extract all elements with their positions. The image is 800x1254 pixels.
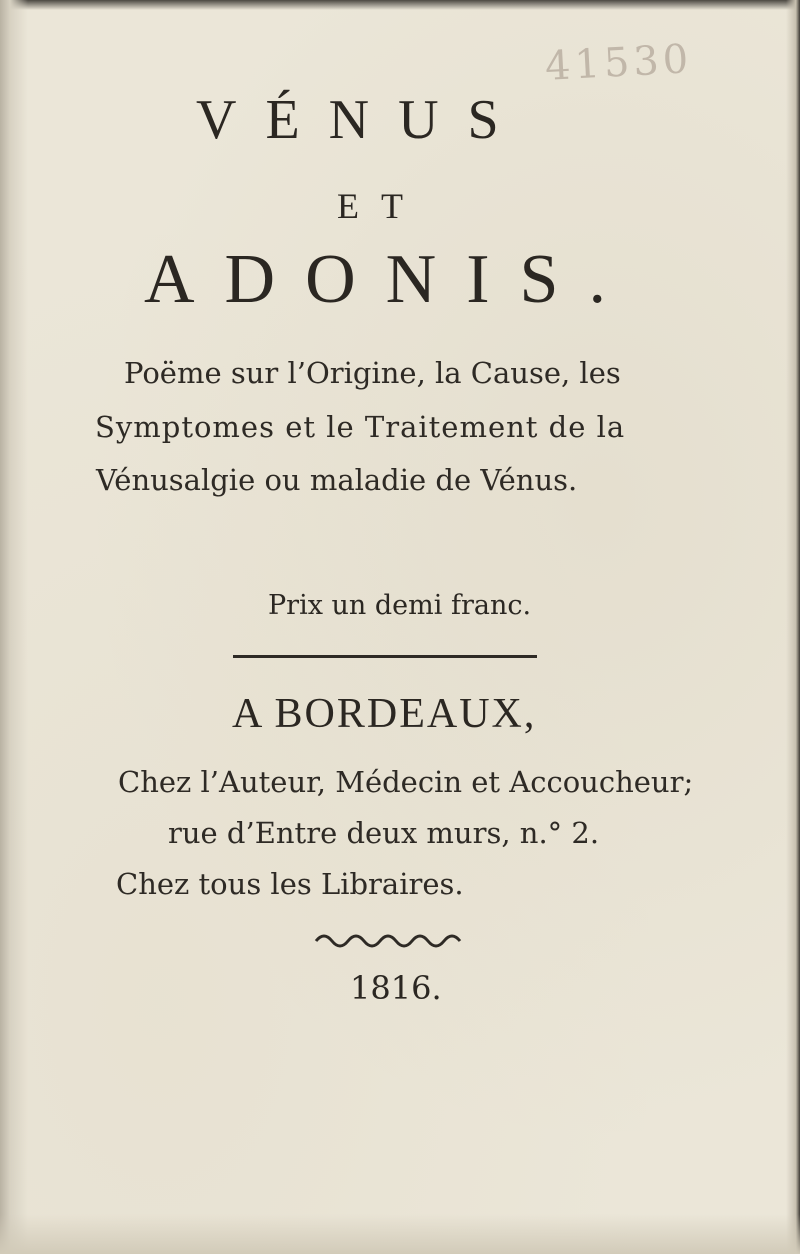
subtitle-line: Vénusalgie ou maladie de Vénus. bbox=[96, 463, 578, 497]
page-gutter bbox=[0, 0, 28, 1254]
imprint-year: 1816. bbox=[350, 969, 442, 1007]
imprint-line: rue d’Entre deux murs, n.° 2. bbox=[168, 816, 600, 850]
page-edge-shadow bbox=[0, 0, 800, 10]
subtitle-line: Poëme sur l’Origine, la Cause, les bbox=[124, 356, 621, 390]
title-adonis: ADONIS. bbox=[144, 241, 636, 318]
page-edge-shadow bbox=[786, 0, 800, 1254]
price-line: Prix un demi franc. bbox=[268, 590, 532, 621]
imprint-place: A BORDEAUX, bbox=[232, 691, 537, 737]
imprint-line: Chez tous les Libraires. bbox=[116, 867, 464, 901]
subtitle-line: Symptomes et le Traitement de la bbox=[95, 410, 626, 444]
divider-rule bbox=[233, 655, 537, 658]
title-venus: VÉNUS bbox=[196, 89, 528, 151]
ornament-rule bbox=[310, 929, 470, 951]
library-stamp: 41530 bbox=[543, 36, 694, 90]
title-et: ET bbox=[337, 186, 425, 226]
imprint-line: Chez l’Auteur, Médecin et Accoucheur; bbox=[118, 765, 694, 799]
page-edge-shadow bbox=[0, 1214, 800, 1254]
